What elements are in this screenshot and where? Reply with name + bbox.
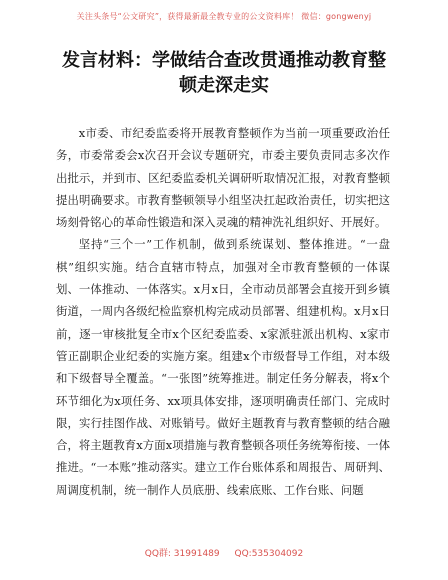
document-title: 发言材料：学做结合查改贯通推动教育整顿走深走实: [62, 50, 386, 96]
footer-qq: QQ:535304092: [234, 549, 304, 559]
footer-contact: [0, 546, 448, 559]
top-banner: 关注头条号“公文研究”，获得最新最全教专业的公文资料库！ 微信：gongwenyj: [76, 12, 372, 21]
footer-qq-group: QQ群: 31991489: [144, 549, 220, 559]
body-paragraph-2: 坚持“三个一”工作机制，做到系统谋划、整体推进。“一盘棋”组织实施。结合直辖市特点，加强对全市教育整顿的一体谋划、一体推动、一体落实。x月x日，全市动员部署会直接开到乡镇街道，一周内各级纪检监察机构完成动员部署、组建机构。x月x日前，逐一审核批复全市x个区纪委监委、x家派驻派出机构、x家市管正副职企业纪委的实施方案。组建x个市级督导工作组，对本级和下级督导全覆盖。“一张图”统筹推进。制定任务分解表，将x个环节细化为x项任务、xx项具体安排，逐项明确责任部门、完成时限，实行挂图作战、对账销号。做好主题教育与教育整顿的结合融合，将主题教育x方面x项措施与教育整顿各项任务统筹衔接、一体推进。“一本账”推动落实。建立工作台账体系和周报告、周研判、周调度机制，统一制作人员底册、线索底账、工作台账、问题: [56, 237, 390, 497]
body-paragraph-1: x市委、市纪委监委将开展教育整顿作为当前一项重要政治任务，市委常委会x次召开会议专题研究，市委主要负责同志多次作出批示，并到市、区纪委监委机关调研听取情况汇报，对教育整顿提出明确要求。市教育整顿领导小组坚决扛起政治责任，切实把这场刻骨铭心的革命性锻造和深入灵魂的精神洗礼组织好、开展好。: [56, 126, 390, 230]
document-body: [56, 122, 390, 501]
